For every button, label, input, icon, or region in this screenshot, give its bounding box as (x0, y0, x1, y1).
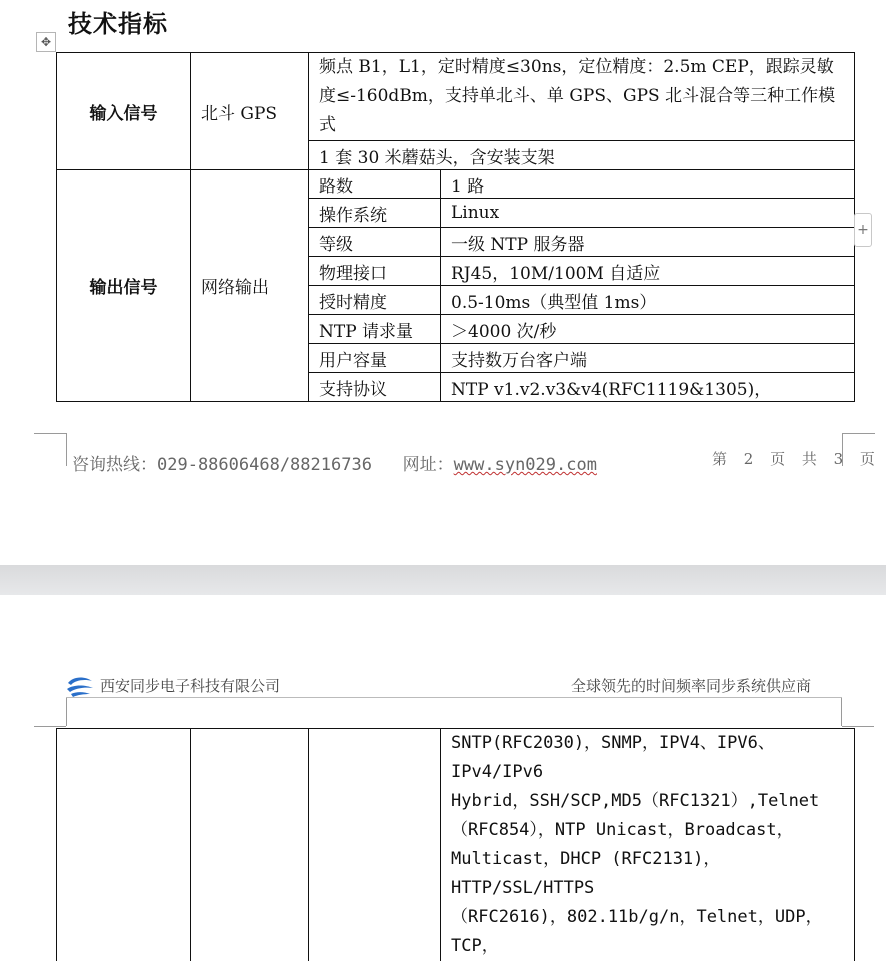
footer-website: www.syn029.com (454, 455, 597, 475)
item-label: NTP 请求量 (309, 315, 441, 344)
document-page-3 (0, 595, 886, 875)
item-label: 支持协议 (309, 373, 441, 402)
company-logo-icon (65, 675, 95, 697)
item-label: 路数 (309, 170, 441, 199)
spec-antenna: 1 套 30 米蘑菇头，含安装支架 (309, 141, 855, 170)
protocol-line: （RFC2616)，802.11b/g/n，Telnet，UDP，TCP， (451, 903, 844, 961)
item-value: 支持数万台客户端 (441, 344, 855, 373)
margin-mark (841, 698, 842, 726)
category-output: 输出信号 (57, 170, 191, 402)
footer-hotline: 咨询热线：029-88606468/88216736 (72, 455, 372, 475)
item-value: NTP v1.v2.v3&v4(RFC1119&1305)， (441, 373, 855, 402)
footer-website-label: 网址： (403, 455, 454, 475)
item-label: 操作系统 (309, 199, 441, 228)
header-rule (66, 697, 842, 698)
footer-contact (72, 450, 597, 475)
item-label: 授时精度 (309, 286, 441, 315)
protocol-line: （RFC854），NTP Unicast，Broadcast， (451, 816, 844, 845)
protocol-line: Multicast，DHCP (RFC2131)，HTTP/SSL/HTTPS (451, 845, 844, 903)
margin-mark (34, 726, 66, 727)
add-row-icon[interactable]: + (854, 213, 872, 247)
item-value: 一级 NTP 服务器 (441, 228, 855, 257)
item-label: 用户容量 (309, 344, 441, 373)
item-value: ＞4000 次/秒 (441, 315, 855, 344)
page-number: 第 2 页 共 3 页 (712, 448, 881, 469)
empty-cell (191, 729, 309, 961)
margin-mark (34, 433, 67, 466)
section-heading: 技术指标 (68, 4, 168, 39)
category-input: 输入信号 (57, 53, 191, 170)
page-gap (0, 565, 886, 595)
sub-category-gps: 北斗 GPS (191, 53, 309, 170)
company-name: 西安同步电子科技有限公司 (100, 675, 280, 696)
item-value: 1 路 (441, 170, 855, 199)
company-slogan: 全球领先的时间频率同步系统供应商 (571, 675, 811, 696)
protocol-line: Hybrid，SSH/SCP,MD5（RFC1321）,Telnet (451, 787, 844, 816)
margin-mark (66, 698, 67, 726)
item-label: 等级 (309, 228, 441, 257)
sub-category-network: 网络输出 (191, 170, 309, 402)
protocol-line: SNTP(RFC2030)，SNMP，IPV4、IPV6、IPv4/IPv6 (451, 729, 844, 787)
protocol-list (441, 729, 855, 961)
item-value: RJ45，10M/100M 自适应 (441, 257, 855, 286)
margin-mark (842, 726, 874, 727)
empty-cell (57, 729, 191, 961)
spec-table (56, 52, 855, 402)
spec-gnss: 频点 B1，L1，定时精度≤30ns，定位精度：2.5m CEP，跟踪灵敏度≤-160dBm，支持单北斗、单 GPS、GPS 北斗混合等三种工作模式 (309, 53, 855, 141)
item-value: 0.5-10ms（典型值 1ms） (441, 286, 855, 315)
spec-table-continued (56, 728, 855, 961)
empty-cell (309, 729, 441, 961)
table-move-handle-icon[interactable]: ✥ (36, 32, 56, 52)
item-label: 物理接口 (309, 257, 441, 286)
item-value: Linux (441, 199, 855, 228)
